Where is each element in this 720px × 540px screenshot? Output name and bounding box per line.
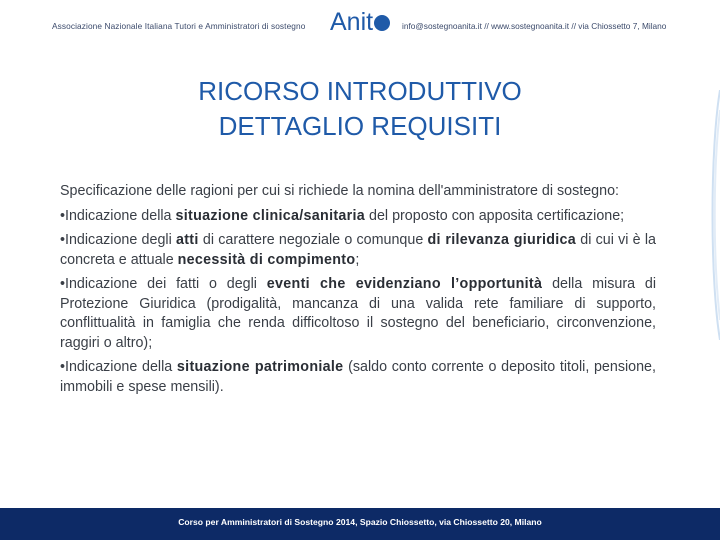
bullet-text: (saldo conto corrente o deposito titoli, pensione, immobili e spese mensili). <box>60 359 656 395</box>
bullet-emphasis: situazione patrimoniale <box>176 359 344 375</box>
footer-bar <box>0 508 720 540</box>
bullet-text: •Indicazione dei fatti o degli <box>60 276 267 292</box>
bullet-text: della misura di Protezione Giuridica (prodigalità, mancanza di una valida rete familiare di supporto, conflittualità in famiglia che renda difficoltoso il sostegno del beneficiario, circonvenzione, raggiri o altro); <box>60 276 656 351</box>
footer-text: Corso per Amministratori di Sostegno 2014, Spazio Chiossetto, via Chiossetto 20, Milano <box>178 517 542 527</box>
bullet-text: ; <box>355 251 360 268</box>
bullet-text: •Indicazione della <box>60 207 176 224</box>
header <box>0 0 720 62</box>
bullet-text: •Indicazione della <box>60 359 177 375</box>
bullet-clinical <box>60 207 656 227</box>
title-line-2: DETTAGLIO REQUISITI <box>218 111 502 141</box>
contact-info: info@sostegnoanita.it // www.sostegnoanita.it // via Chiossetto 7, Milano <box>402 21 667 31</box>
title-line-1: RICORSO INTRODUTTIVO <box>198 76 522 106</box>
intro-paragraph: Specificazione delle ragioni per cui si richiede la nomina dell'amministratore di sostegno: <box>60 183 620 199</box>
anita-logo <box>330 8 390 37</box>
bullet-assets <box>60 358 656 397</box>
bullet-acts <box>60 231 656 270</box>
bullet-emphasis: necessità di compimento <box>177 251 356 268</box>
bullet-text: di cui vi è la concreta e attuale <box>60 232 656 268</box>
decorative-curves <box>706 90 720 340</box>
bullet-events <box>60 275 656 353</box>
slide-body <box>60 182 656 402</box>
association-name: Associazione Nazionale Italiana Tutori e Amministratori di sostegno <box>52 21 306 31</box>
bullet-text: del proposto con apposita certificazione; <box>365 207 625 224</box>
bullet-emphasis: situazione clinica/sanitaria <box>175 207 366 224</box>
bullet-emphasis: di rilevanza giuridica <box>427 232 577 248</box>
slide-title <box>60 74 660 144</box>
bullet-text: di carattere negoziale o comunque <box>198 232 428 248</box>
logo-text: Anit <box>330 8 374 36</box>
bullet-emphasis: eventi che evidenziano l’opportunità <box>266 276 543 292</box>
logo-a-icon <box>374 15 390 31</box>
bullet-text: •Indicazione degli <box>60 232 176 248</box>
bullet-emphasis: atti <box>176 232 199 248</box>
